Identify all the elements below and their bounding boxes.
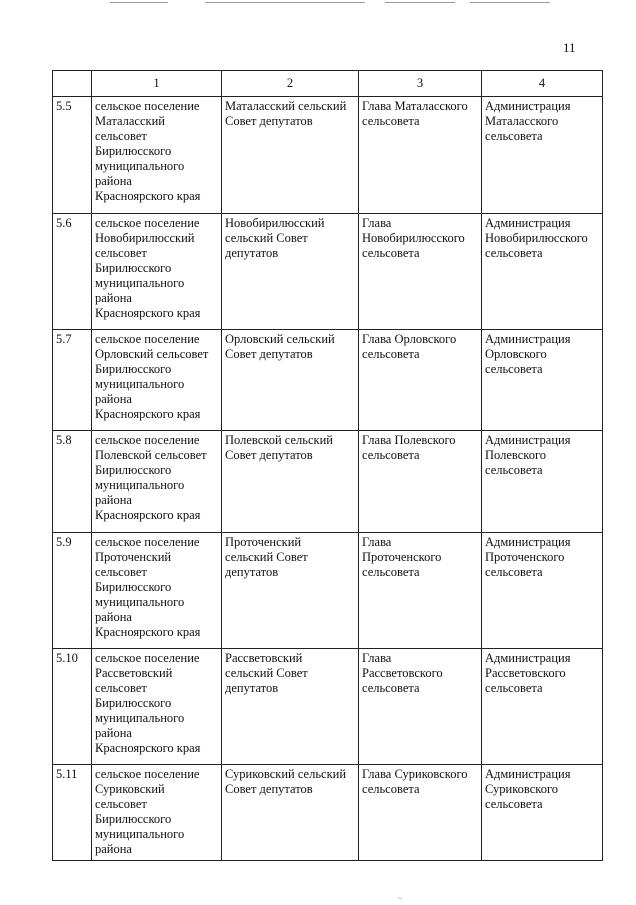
settlement-cell bbox=[92, 330, 222, 431]
row-number: 5.11 bbox=[53, 765, 92, 861]
table-header-row bbox=[53, 71, 603, 97]
administration-text: Администрация Орловского сельсовета bbox=[485, 332, 571, 376]
head-text: Глава Суриковского сельсовета bbox=[362, 767, 468, 796]
settlement-cell bbox=[92, 431, 222, 533]
settlement-text: сельское поселение Маталасский сельсовет Бирилюсского муниципального района Красноярского края bbox=[95, 99, 201, 203]
settlement-cell bbox=[92, 214, 222, 330]
municipal-bodies-table bbox=[52, 70, 603, 861]
council-text: Новобирилюсский сельский Совет депутатов bbox=[225, 216, 325, 260]
header-cell-col4: 4 bbox=[482, 71, 603, 97]
head-cell bbox=[359, 330, 482, 431]
scan-artifact-line bbox=[110, 2, 168, 3]
council-text: Орловский сельский Совет депутатов bbox=[225, 332, 335, 361]
administration-text: Администрация Проточенского сельсовета bbox=[485, 535, 571, 579]
settlement-cell bbox=[92, 765, 222, 861]
council-text: Рассветовский сельский Совет депутатов bbox=[225, 651, 308, 695]
council-cell bbox=[222, 330, 359, 431]
settlement-text: сельское поселение Проточенский сельсовет Бирилюсского муниципального района Красноярского края bbox=[95, 535, 201, 639]
council-text: Проточенский сельский Совет депутатов bbox=[225, 535, 308, 579]
administration-text: Администрация Рассветовского сельсовета bbox=[485, 651, 571, 695]
table-row bbox=[53, 533, 603, 649]
administration-cell bbox=[482, 765, 603, 861]
table-row bbox=[53, 97, 603, 214]
administration-text: Администрация Новобирилюсского сельсовета bbox=[485, 216, 588, 260]
council-cell bbox=[222, 765, 359, 861]
head-text: Глава Орловского сельсовета bbox=[362, 332, 457, 361]
row-number: 5.7 bbox=[53, 330, 92, 431]
table-row bbox=[53, 330, 603, 431]
row-number: 5.8 bbox=[53, 431, 92, 533]
council-cell bbox=[222, 97, 359, 214]
table-row bbox=[53, 214, 603, 330]
head-cell bbox=[359, 214, 482, 330]
administration-text: Администрация Маталасского сельсовета bbox=[485, 99, 571, 143]
row-number: 5.6 bbox=[53, 214, 92, 330]
council-text: Суриковский сельский Совет депутатов bbox=[225, 767, 347, 796]
administration-cell bbox=[482, 431, 603, 533]
scan-artifact-line bbox=[470, 2, 550, 3]
settlement-cell bbox=[92, 649, 222, 765]
header-cell-number bbox=[53, 71, 92, 97]
administration-text: Администрация Суриковского сельсовета bbox=[485, 767, 571, 811]
header-cell-col3: 3 bbox=[359, 71, 482, 97]
head-text: Глава Полевского сельсовета bbox=[362, 433, 456, 462]
header-cell-col2: 2 bbox=[222, 71, 359, 97]
settlement-text: сельское поселение Рассветовский сельсовет Бирилюсского муниципального района Красноярского края bbox=[95, 651, 201, 755]
settlement-text: сельское поселение Суриковский сельсовет Бирилюсского муниципального района bbox=[95, 767, 200, 856]
head-cell bbox=[359, 649, 482, 765]
table-row bbox=[53, 765, 603, 861]
row-number: 5.5 bbox=[53, 97, 92, 214]
administration-cell bbox=[482, 97, 603, 214]
scan-artifact-line bbox=[385, 2, 455, 3]
head-text: Глава Рассветовского сельсовета bbox=[362, 651, 443, 695]
table-row bbox=[53, 649, 603, 765]
council-cell bbox=[222, 214, 359, 330]
head-text: Глава Маталасского сельсовета bbox=[362, 99, 468, 128]
administration-text: Администрация Полевского сельсовета bbox=[485, 433, 571, 477]
scan-artifact-line bbox=[205, 2, 365, 3]
administration-cell bbox=[482, 649, 603, 765]
head-cell bbox=[359, 533, 482, 649]
head-text: Глава Проточенского сельсовета bbox=[362, 535, 442, 579]
council-cell bbox=[222, 649, 359, 765]
head-text: Глава Новобирилюсского сельсовета bbox=[362, 216, 465, 260]
settlement-cell bbox=[92, 97, 222, 214]
head-cell bbox=[359, 97, 482, 214]
council-cell bbox=[222, 431, 359, 533]
administration-cell bbox=[482, 330, 603, 431]
administration-cell bbox=[482, 214, 603, 330]
row-number: 5.10 bbox=[53, 649, 92, 765]
administration-cell bbox=[482, 533, 603, 649]
scan-artifact-mark: ~ bbox=[398, 894, 403, 903]
settlement-text: сельское поселение Новобирилюсский сельсовет Бирилюсского муниципального района Красноярского края bbox=[95, 216, 201, 320]
settlement-text: сельское поселение Орловский сельсовет Бирилюсского муниципального района Красноярского края bbox=[95, 332, 209, 421]
settlement-cell bbox=[92, 533, 222, 649]
head-cell bbox=[359, 765, 482, 861]
council-text: Маталасский сельский Совет депутатов bbox=[225, 99, 347, 128]
row-number: 5.9 bbox=[53, 533, 92, 649]
page-number: 11 bbox=[563, 40, 576, 55]
settlement-text: сельское поселение Полевской сельсовет Бирилюсского муниципального района Красноярского края bbox=[95, 433, 207, 522]
table-row bbox=[53, 431, 603, 533]
head-cell bbox=[359, 431, 482, 533]
council-text: Полевской сельский Совет депутатов bbox=[225, 433, 333, 462]
header-cell-col1: 1 bbox=[92, 71, 222, 97]
council-cell bbox=[222, 533, 359, 649]
